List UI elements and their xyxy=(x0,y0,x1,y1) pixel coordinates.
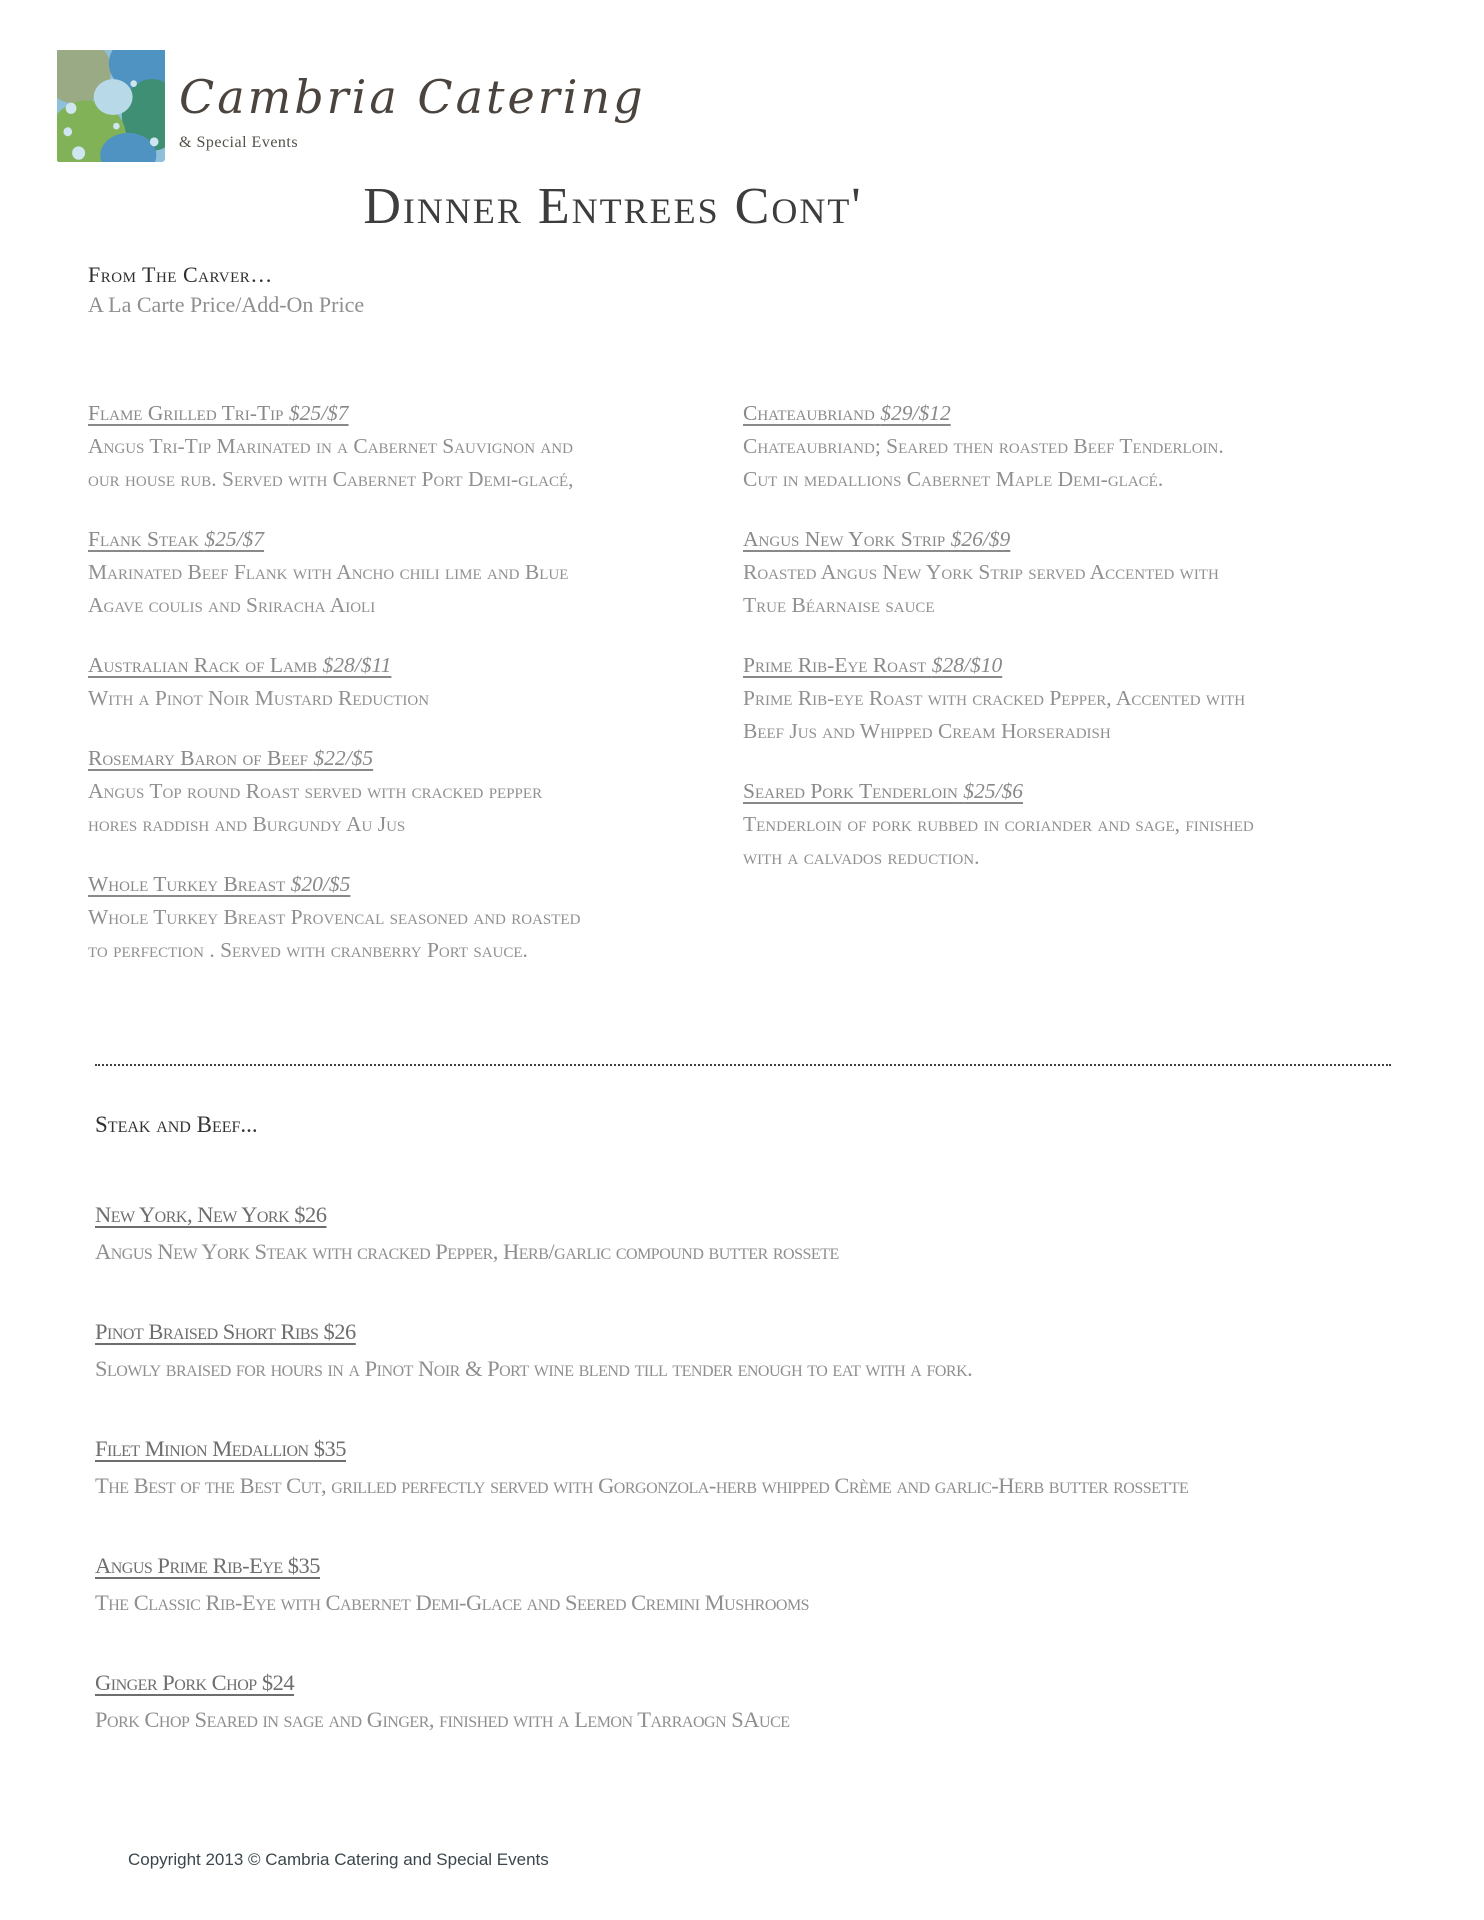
menu-item xyxy=(88,649,588,715)
menu-item-description: Marinated Beef Flank with Ancho chili lime and Blue Agave coulis and Sriracha Aioli xyxy=(88,560,569,618)
menu-item-name: Angus New York Strip xyxy=(743,527,946,552)
menu-item-price: $26/$9 xyxy=(950,527,1011,552)
brand-tagline: & Special Events xyxy=(179,134,299,151)
menu-item-description: Chateaubriand; Seared then roasted Beef Tenderloin. Cut in medallions Cabernet Maple Demi-glacé. xyxy=(743,434,1224,492)
brand-logo-image xyxy=(57,50,165,162)
menu-item-description: Tenderloin of pork rubbed in coriander and sage, finished with a calvados reduction. xyxy=(743,812,1254,870)
menu-item-description: Prime Rib-eye Roast with cracked Pepper, Accented with Beef Jus and Whipped Cream Horseradish xyxy=(743,686,1246,744)
menu-item-heading: Pinot Braised Short Ribs $26 xyxy=(95,1319,356,1345)
menu-item-heading xyxy=(88,649,588,682)
menu-item-description: Slowly braised for hours in a Pinot Noir & Port wine blend till tender enough to eat with a fork. xyxy=(95,1356,973,1382)
menu-item xyxy=(743,523,1263,622)
carver-subheading: A La Carte Price/Add-On Price xyxy=(88,292,365,318)
menu-item-price: $28/$10 xyxy=(931,653,1003,678)
menu-item-description: The Classic Rib-Eye with Cabernet Demi-Glace and Seered Cremini Mushrooms xyxy=(95,1590,810,1616)
menu-item xyxy=(95,1198,1250,1269)
carver-heading: From The Carver… xyxy=(88,262,273,288)
menu-item-name: Prime Rib-Eye Roast xyxy=(743,653,927,678)
menu-item xyxy=(95,1549,1250,1620)
menu-item-description: The Best of the Best Cut, grilled perfectly served with Gorgonzola-herb whipped Crème and garlic-Herb butter rossette xyxy=(95,1473,1189,1499)
menu-item-name: Rosemary Baron of Beef xyxy=(88,746,309,771)
menu-item xyxy=(88,523,588,622)
menu-item-heading xyxy=(88,397,588,430)
menu-item-heading xyxy=(88,868,588,901)
menu-item-heading: Filet Minion Medallion $35 xyxy=(95,1436,346,1462)
menu-item-heading xyxy=(743,397,1263,430)
menu-item xyxy=(743,775,1263,874)
menu-item-name: Whole Turkey Breast xyxy=(88,872,286,897)
menu-item-name: Flame Grilled Tri-Tip xyxy=(88,401,284,426)
menu-item-name: Seared Pork Tenderloin xyxy=(743,779,958,804)
copyright-notice: Copyright 2013 © Cambria Catering and Special Events xyxy=(128,1850,549,1869)
menu-item-price: $25/$7 xyxy=(204,527,265,552)
menu-item-price: $20/$5 xyxy=(290,872,351,897)
menu-item-description: Angus Top round Roast served with cracked pepper hores raddish and Burgundy Au Jus xyxy=(88,779,543,837)
menu-item xyxy=(95,1315,1250,1386)
menu-item-name: Australian Rack of Lamb xyxy=(88,653,318,678)
menu-item-description: Roasted Angus New York Strip served Accented with True Béarnaise sauce xyxy=(743,560,1219,618)
menu-item-heading: Angus Prime Rib-Eye $35 xyxy=(95,1553,321,1579)
abstract-blob-logo-icon xyxy=(57,50,165,162)
menu-item-price: $29/$12 xyxy=(880,401,951,426)
menu-item-price: $25/$6 xyxy=(963,779,1024,804)
steak-and-beef-heading: Steak and Beef... xyxy=(95,1112,258,1138)
carver-section-header xyxy=(88,261,1484,319)
menu-item-heading: Ginger Pork Chop $24 xyxy=(95,1670,295,1696)
menu-item-description: Pork Chop Seared in sage and Ginger, finished with a Lemon Tarraogn SAuce xyxy=(95,1707,790,1733)
steak-and-beef-section xyxy=(95,1110,1250,1737)
menu-item-description: With a Pinot Noir Mustard Reduction xyxy=(88,686,430,711)
menu-item-description: Angus Tri-Tip Marinated in a Cabernet Sauvignon and our house rub. Served with Cabernet Port Demi-glacé, xyxy=(88,434,574,492)
brand-text-block xyxy=(179,50,646,152)
menu-item-heading xyxy=(88,742,588,775)
menu-item-price: $28/$11 xyxy=(322,653,392,678)
carver-columns xyxy=(88,397,1484,994)
menu-item-heading xyxy=(743,523,1263,556)
menu-item xyxy=(743,397,1263,496)
page-header xyxy=(0,0,1484,162)
brand-name: Cambria Catering xyxy=(179,70,646,124)
menu-item xyxy=(88,868,588,967)
menu-item-heading: New York, New York $26 xyxy=(95,1202,327,1228)
menu-item xyxy=(743,649,1263,748)
page-title: Dinner Entrees Cont' xyxy=(363,178,863,235)
menu-item xyxy=(95,1666,1250,1737)
menu-item-name: Chateaubriand xyxy=(743,401,875,426)
menu-item-heading xyxy=(88,523,588,556)
menu-item xyxy=(88,742,588,841)
menu-item xyxy=(95,1432,1250,1503)
carver-left-column xyxy=(88,397,588,994)
menu-item-price: $25/$7 xyxy=(288,401,349,426)
menu-item-description: Whole Turkey Breast Provencal seasoned and roasted to perfection . Served with cranberry Port sauce. xyxy=(88,905,581,963)
menu-item xyxy=(88,397,588,496)
menu-item-description: Angus New York Steak with cracked Pepper, Herb/garlic compound butter rossete xyxy=(95,1239,839,1265)
dotted-divider xyxy=(95,1064,1391,1066)
menu-item-name: Flank Steak xyxy=(88,527,199,552)
menu-item-price: $22/$5 xyxy=(313,746,374,771)
menu-item-heading xyxy=(743,775,1263,808)
menu-item-heading xyxy=(743,649,1263,682)
carver-right-column xyxy=(743,397,1263,994)
